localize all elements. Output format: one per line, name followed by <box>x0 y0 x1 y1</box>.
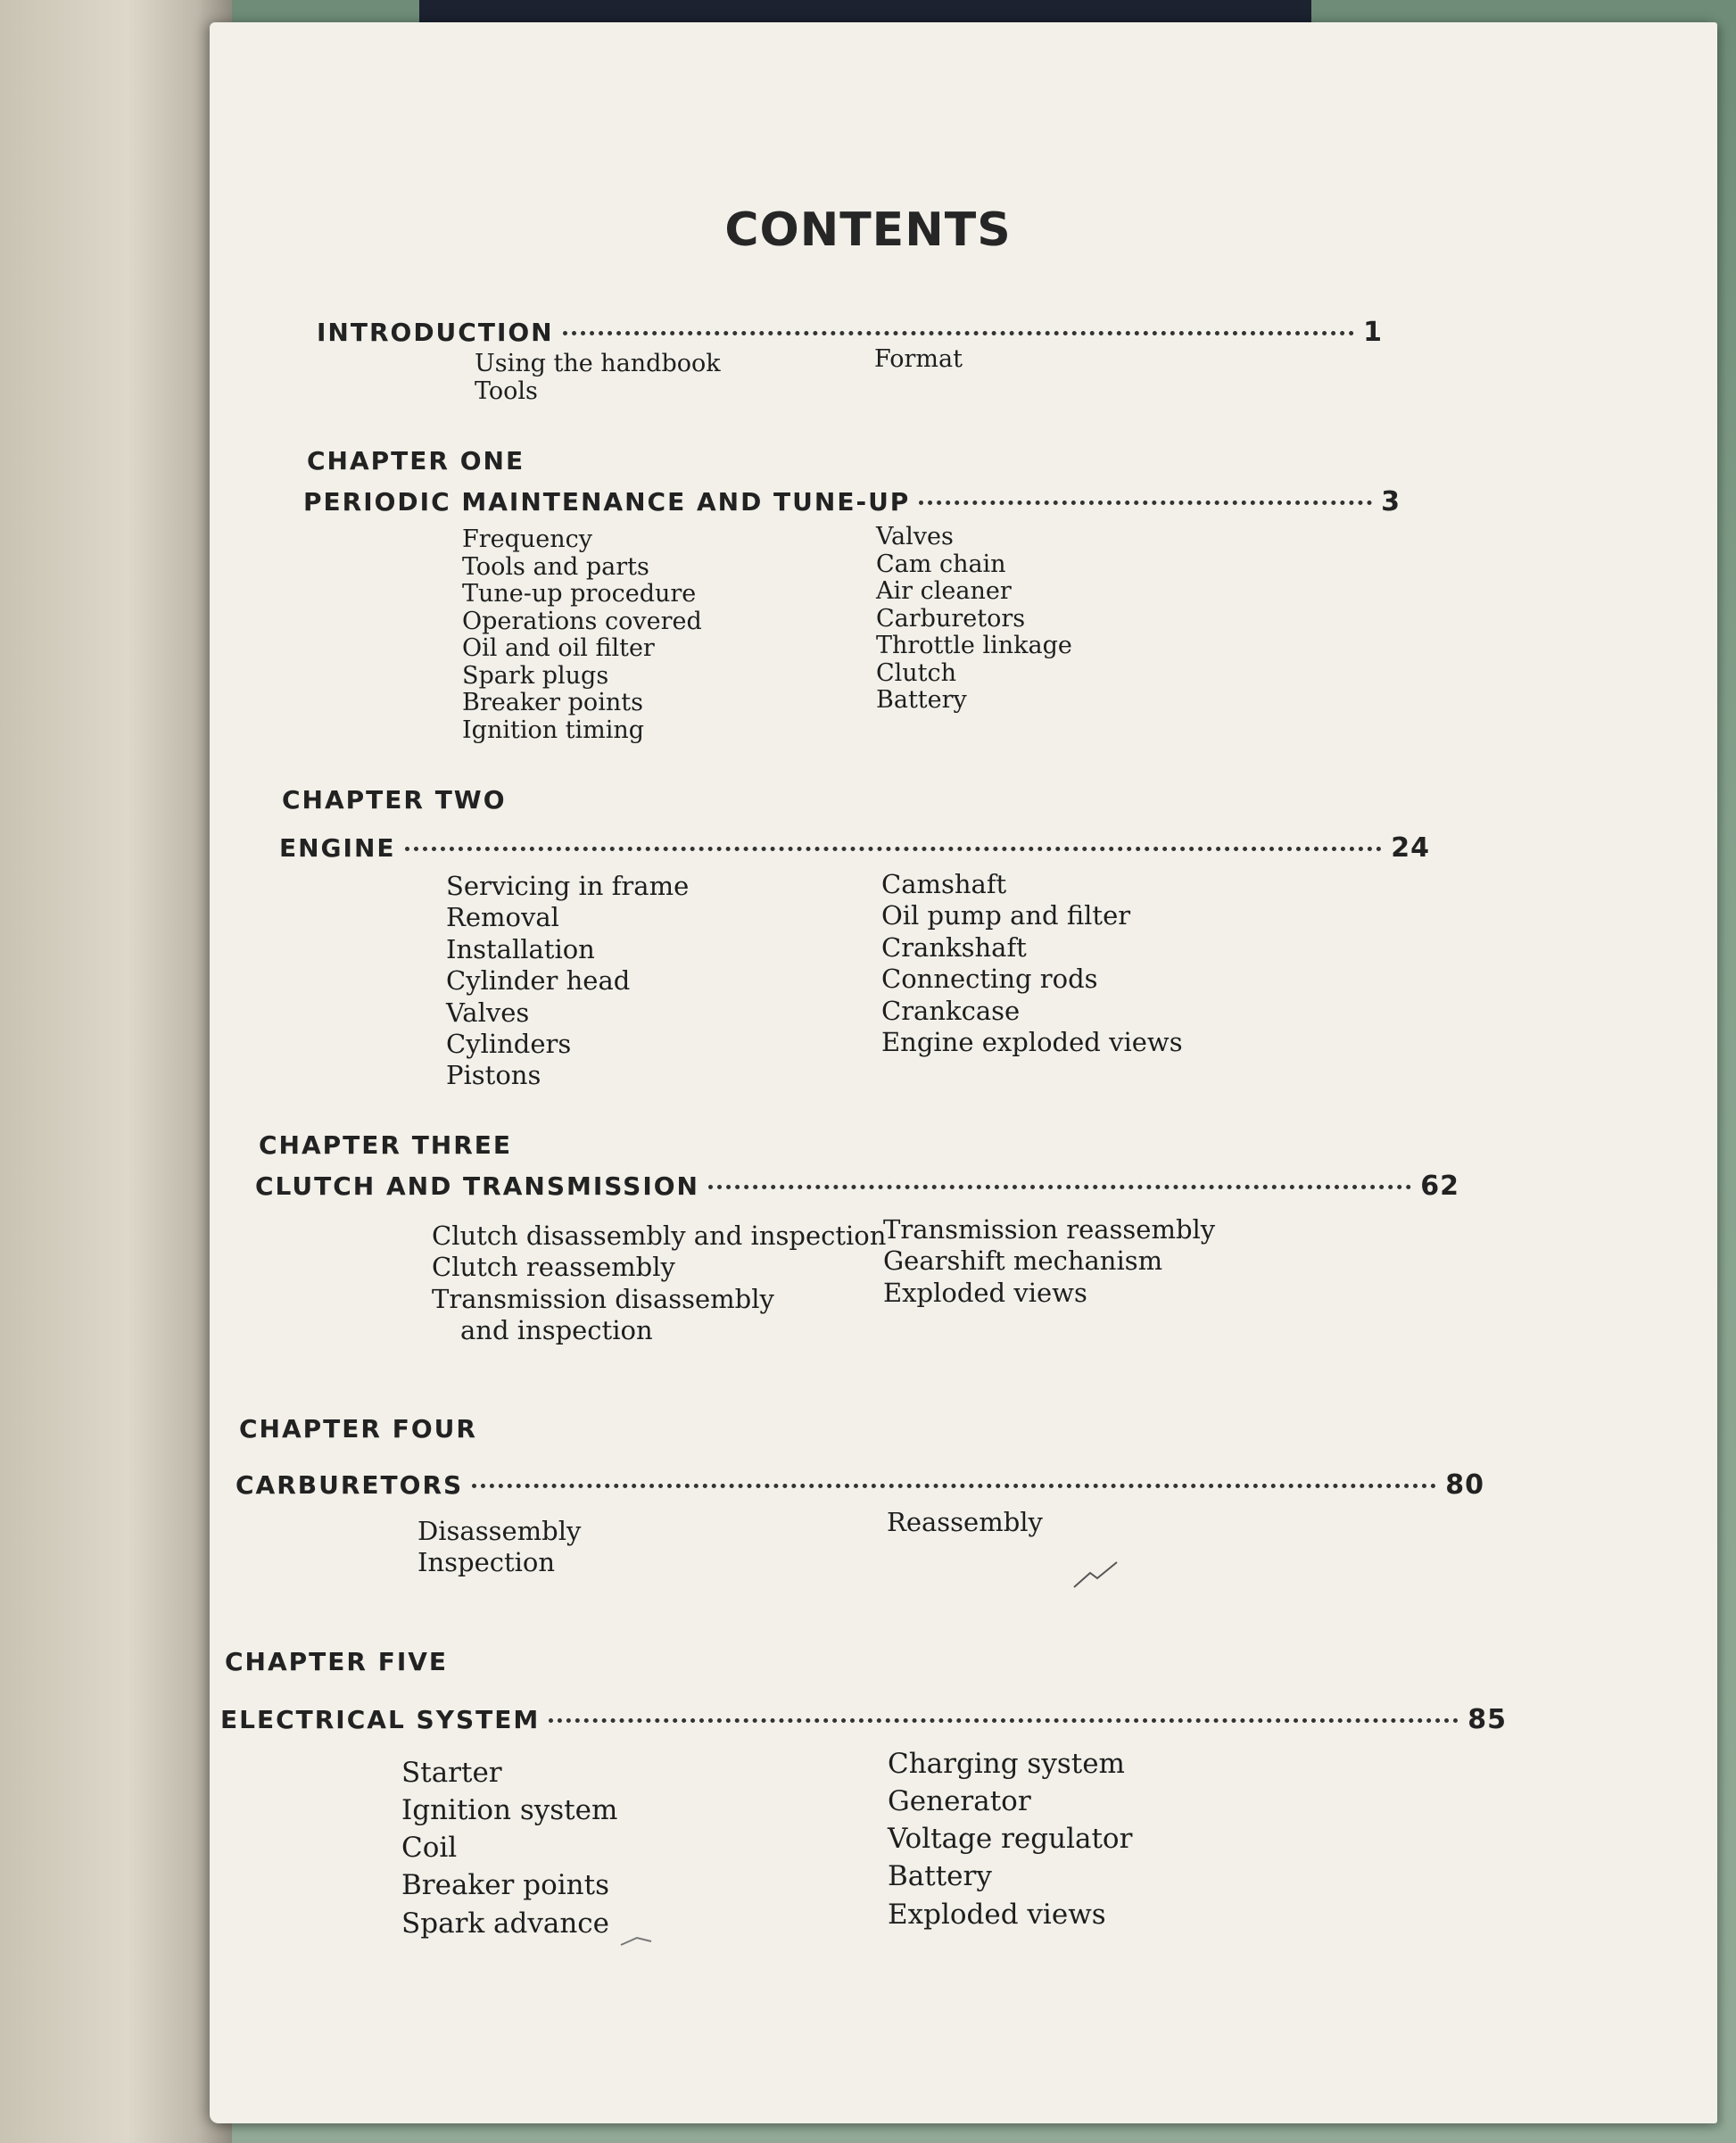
topic-item: Clutch disassembly and inspection <box>432 1220 887 1251</box>
topic-item: Inspection <box>417 1547 556 1578</box>
introduction-topics-right <box>874 346 963 374</box>
topic-item: Engine exploded views <box>881 1026 1183 1057</box>
chapter-five-topics-right <box>888 1745 1132 1933</box>
topic-item: Oil pump and filter <box>881 900 1131 931</box>
heading-text: CLUTCH AND TRANSMISSION <box>255 1171 699 1201</box>
chapter-two-topics-left <box>446 871 689 1092</box>
dot-leader <box>472 1484 1436 1488</box>
topic-item: Exploded views <box>888 1898 1106 1931</box>
topic-item: Oil and oil filter <box>462 634 655 662</box>
introduction-topics-left <box>475 351 721 405</box>
topic-item: Valves <box>876 523 954 550</box>
topic-item: Charging system <box>888 1748 1125 1780</box>
topic-item: Reassembly <box>887 1507 1043 1537</box>
section-carburetors-heading <box>236 1469 1484 1501</box>
topic-item: Transmission disassembly <box>432 1283 774 1314</box>
dot-leader <box>708 1185 1411 1189</box>
topic-item: Crankshaft <box>881 931 1027 963</box>
dot-leader <box>919 501 1372 505</box>
pencil-mark <box>616 1918 669 1954</box>
page-number: 1 <box>1363 317 1383 348</box>
topic-item: Exploded views <box>883 1277 1087 1308</box>
chapter-three-topics-left <box>432 1220 886 1347</box>
topic-item: Breaker points <box>401 1869 609 1902</box>
topic-item: Gearshift mechanism <box>883 1245 1163 1277</box>
topic-item: Operations covered <box>462 607 702 635</box>
section-engine-heading <box>279 832 1430 864</box>
dot-leader <box>405 847 1383 851</box>
section-periodic-maintenance-heading <box>303 486 1401 517</box>
chapter-three-topics-right <box>883 1214 1215 1309</box>
page-number: 3 <box>1381 486 1401 517</box>
section-clutch-transmission-heading <box>255 1171 1459 1202</box>
heading-text: ENGINE <box>279 833 396 863</box>
topic-item: Cylinders <box>446 1028 572 1059</box>
topic-item: Using the handbook <box>475 350 721 377</box>
topic-item: Ignition system <box>401 1794 618 1827</box>
topic-item: Transmission reassembly <box>883 1214 1216 1245</box>
topic-item: Battery <box>888 1860 992 1893</box>
dot-leader <box>549 1718 1459 1723</box>
chapter-four-topics-left <box>417 1516 581 1579</box>
topic-item: Spark advance <box>401 1907 610 1940</box>
page-title: CONTENTS <box>724 203 1012 257</box>
dot-leader <box>563 331 1355 335</box>
heading-text: CARBURETORS <box>236 1470 464 1500</box>
topic-item: Voltage regulator <box>888 1823 1133 1856</box>
topic-item: and inspection <box>460 1315 653 1346</box>
chapter-one-label: CHAPTER ONE <box>307 446 525 476</box>
topic-item: Format <box>874 345 963 373</box>
topic-item: Cylinder head <box>446 965 631 997</box>
chapter-five-topics-left <box>401 1754 617 1942</box>
topic-item: Tools and parts <box>462 552 649 581</box>
heading-text: PERIODIC MAINTENANCE AND TUNE-UP <box>303 487 911 517</box>
topic-item: Cam chain <box>876 550 1006 578</box>
left-page <box>0 0 232 2143</box>
topic-item: Valves <box>446 997 530 1028</box>
topic-item: Clutch <box>876 658 957 687</box>
topic-item: Carburetors <box>876 604 1026 633</box>
chapter-five-label: CHAPTER FIVE <box>225 1647 449 1676</box>
section-electrical-system-heading <box>220 1704 1507 1735</box>
pencil-mark <box>1071 1557 1124 1593</box>
page-number: 80 <box>1445 1469 1484 1501</box>
chapter-one-topics-right <box>876 524 1072 715</box>
section-introduction-heading <box>317 317 1383 348</box>
topic-item: Camshaft <box>881 869 1007 899</box>
topic-item: Removal <box>446 902 559 933</box>
topic-item: Clutch reassembly <box>432 1252 675 1283</box>
topic-item: Throttle linkage <box>876 632 1072 659</box>
topic-item: Air cleaner <box>876 577 1012 605</box>
topic-item: Crankcase <box>881 995 1021 1026</box>
topic-item: Frequency <box>462 525 593 553</box>
topic-item: Installation <box>446 933 595 964</box>
topic-item: Tools <box>475 376 538 405</box>
heading-text: INTRODUCTION <box>317 318 554 347</box>
topic-item: Servicing in frame <box>446 871 690 901</box>
chapter-four-topics-right <box>887 1507 1043 1538</box>
chapter-four-label: CHAPTER FOUR <box>239 1414 477 1444</box>
topic-item: Ignition timing <box>462 716 645 744</box>
chapter-two-label: CHAPTER TWO <box>282 785 507 815</box>
page-number: 62 <box>1420 1171 1459 1202</box>
topic-item: Starter <box>401 1757 502 1789</box>
chapter-two-topics-right <box>881 869 1183 1058</box>
chapter-three-label: CHAPTER THREE <box>259 1130 513 1160</box>
topic-item: Breaker points <box>462 689 643 716</box>
page-number: 85 <box>1467 1704 1507 1735</box>
topic-item: Coil <box>401 1832 458 1865</box>
heading-text: ELECTRICAL SYSTEM <box>220 1705 541 1734</box>
page-number: 24 <box>1391 832 1430 864</box>
topic-item: Tune-up procedure <box>462 580 697 608</box>
chapter-one-topics-left <box>462 526 702 744</box>
topic-item: Pistons <box>446 1060 541 1091</box>
topic-item: Connecting rods <box>881 964 1098 995</box>
topic-item: Disassembly <box>417 1516 582 1546</box>
topic-item: Battery <box>876 686 967 714</box>
topic-item: Generator <box>888 1785 1031 1818</box>
topic-item: Spark plugs <box>462 661 609 690</box>
